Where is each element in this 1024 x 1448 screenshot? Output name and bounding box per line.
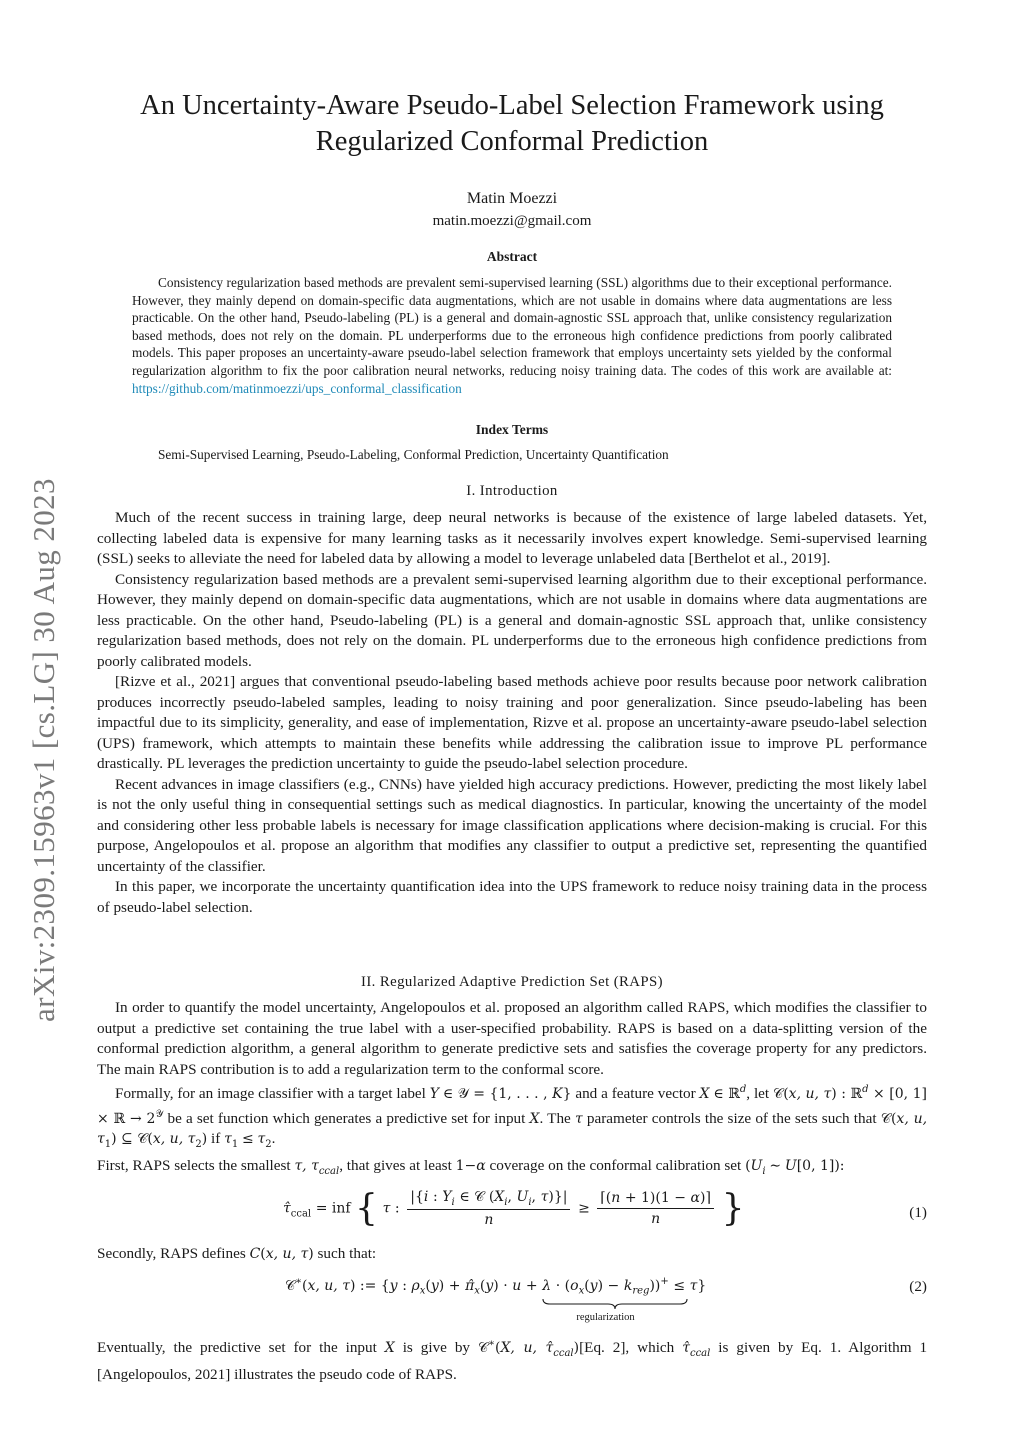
section-1-body xyxy=(97,508,927,918)
raps-paragraph: In order to quantify the model uncertainty, Angelopoulos et al. proposed an algorithm called RAPS, which modifies the classifier to output a predictive set containing the true label with a user-specified probability. RAPS is based on a data-splitting version of the conformal prediction algorithm, a general algorithm to generate predictive sets and satisfies the coverage property for any predictors. The main RAPS contribution is to add a regularization term to the conformal score. xyxy=(97,999,927,1078)
code-repo-link[interactable]: https://github.com/matinmoezzi/ups_conformal_classification xyxy=(132,380,462,396)
arxiv-margin-identifier xyxy=(24,440,64,1060)
equation-2-number: (2) xyxy=(909,1278,927,1295)
equation-1-number: (1) xyxy=(909,1204,927,1221)
intro-paragraph: Consistency regularization based methods are a prevalent semi-supervised learning algorithm due to their exceptional performance. However, they mainly depend on domain-specific data augmentations, which are not usable in domains where data augmentations are less practicable. On the other hand, Pseudo-labeling (PL) is a general and domain-agnostic SSL approach that, unlike consistency regularization based methods, does not rely on the domain. PL underperforms due to the erroneous high confidence predictions from poorly calibrated models. xyxy=(97,570,927,670)
abstract-body xyxy=(132,274,892,397)
author-email: matin.moezzi@gmail.com xyxy=(432,213,592,229)
title-line-1: An Uncertainty-Aware Pseudo-Label Selection Framework using xyxy=(140,90,884,121)
abstract-text: Consistency regularization based methods are prevalent semi-supervised learning (SSL) algorithms due to their exceptional performance. However, they mainly depend on domain-specific data augmentations, which are not usable in domains where data augmentations are less practicable. On the other hand, Pseudo-labeling (PL) is a general and domain-agnostic SSL approach that, unlike consistency regularization based methods, does not rely on the domain. PL underperforms due to the erroneous high confidence predictions from poorly calibrated models. This paper proposes an uncertainty-aware pseudo-label selection framework that employs uncertainty sets yielded by the conformal regularization algorithm to fix the poor calibration neural networks, reducing noisy training data. The codes of this work are available at: xyxy=(132,275,892,378)
equation-2-formula: 𝒞∗(x, u, τ) := {y : $\rho_x(y)$ + $\pî_x(y) \cdot u + \lambda \cdot (o_x(y) - k_{reg}))^+$ regularization ≤ τ} xyxy=(285,1276,707,1323)
title-line-2: Regularized Conformal Prediction xyxy=(315,126,709,157)
intro-paragraph: Recent advances in image classifiers (e.g., CNNs) have yielded high accuracy predictions. However, predicting the most likely label is not the only useful thing in consequential settings such as medical diagnostics. In particular, knowing the uncertainty of the model and considering other less probable labels is necessary for image classification applications where decision-making is crucial. For this purpose, Angelopoulos et al. propose an algorithm that modifies any classifier to output a predictive set, representing the quantified uncertainty of the classifier. xyxy=(97,775,927,875)
regularization-label: regularization xyxy=(576,1312,635,1323)
equation-1 xyxy=(97,1188,927,1238)
equation-1-formula: $\taû_{ccal}$ = inf { τ : $\frac{|\{i : Y_i \in 𝒞 (X_i, U_i, \tau)\}|}{n}$ ≥ $\frac{⌈(n + 1)(1 - \alpha)⌉}{n}$ } xyxy=(283,1188,745,1229)
section-1-heading: I. Introduction xyxy=(466,483,558,499)
raps-definition-line: Secondly, RAPS defines C(x, u, τ) such that: xyxy=(97,1245,377,1262)
section-2-body xyxy=(97,998,927,1182)
index-terms-heading: Index Terms xyxy=(475,422,549,437)
arxiv-id-text: arXiv:2309.15963v1 [cs.LG] 30 Aug 2023 xyxy=(26,478,61,1022)
abstract-heading: Abstract xyxy=(486,249,538,264)
section-2-heading: II. Regularized Adaptive Prediction Set (RAPS) xyxy=(361,974,663,990)
intro-paragraph: [Rizve et al., 2021] argues that conventional pseudo-labeling based methods achieve poor results because poor network calibration produces incorrectly pseudo-labeled samples, leading to noisy training and poor generalization. Since pseudo-labeling has been impactful due to its simplicity, generality, and ease of implementation, Rizve et al. propose an uncertainty-aware pseudo-label selection (UPS) framework, which attempts to maintain these benefits while addressing the calibration issue to improve PL performance drastically. PL leverages the prediction uncertainty to guide the pseudo-label selection procedure. xyxy=(97,673,927,772)
intro-paragraph: Much of the recent success in training large, deep neural networks is because of the existence of large labeled datasets. Yet, collecting labeled data is expensive for many learning tasks as it necessarily involves expert knowledge. Semi-supervised learning (SSL) seeks to alleviate the need for labeled data by allowing a model to leverage unlabeled data [Berthelot et al., 2019]. xyxy=(97,509,927,567)
raps-selection-line: First, RAPS selects the smallest τ, $\tau_{ccal}$, that gives at least 1−α coverage on the conformal calibration set ($U_i$ ∼ U[0, 1]): xyxy=(97,1156,845,1177)
equation-2 xyxy=(97,1272,927,1323)
intro-paragraph: In this paper, we incorporate the uncertainty quantification idea into the UPS framework to reduce noisy training data in the process of pseudo-label selection. xyxy=(97,878,927,916)
index-terms-text: Semi-Supervised Learning, Pseudo-Labeling, Conformal Prediction, Uncertainty Quantification xyxy=(158,447,669,462)
raps-final-paragraph: Eventually, the predictive set for the input X is give by 𝒞∗(X, u, $\taû_{ccal})[Eq$. 2], which $\taû_{ccal}$ is given by Eq. 1. Algorithm 1 [Angelopoulos, 2021] illustrates the pseudo code of RAPS. xyxy=(97,1338,928,1383)
raps-formal-paragraph: Formally, for an image classifier with a target label Y ∈ 𝒴 = {1, . . . , K} and a feature vector X ∈ ℝ$^d$, let 𝒞(x, u, τ) : ℝ$^d$ × [0, 1] × ℝ → $2^𝒴$ be a set function which generates a predictive set for input X. The τ parameter controls the size of the sets such that 𝒞(x, u, $\tau_1$) ⊆ 𝒞(x, u, $\tau_2$) if $\tau_1 \le \tau_2$. xyxy=(97,1084,928,1151)
author-name: Matin Moezzi xyxy=(466,190,558,207)
underbrace-mark xyxy=(542,1298,688,1310)
regularization-underbrace: $\lambda \cdot (o_x(y) - k_{reg}))^+$ regularization xyxy=(542,1276,669,1297)
paper-title xyxy=(100,88,924,160)
